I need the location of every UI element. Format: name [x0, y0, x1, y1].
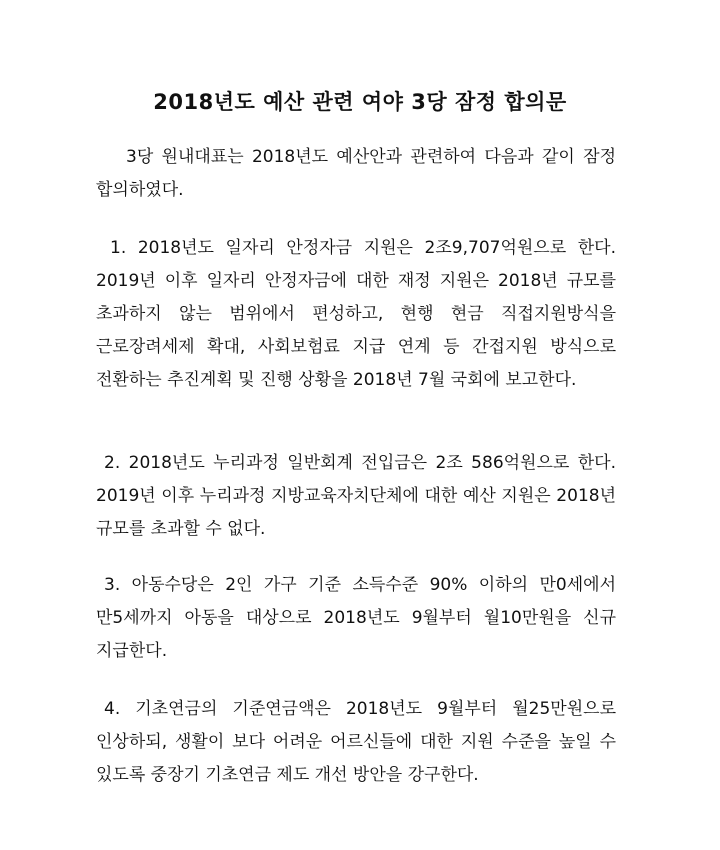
document-title: 2018년도 예산 관련 여야 3당 잠정 합의문 — [153, 90, 567, 114]
intro-paragraph: 3당 원내대표는 2018년도 예산안과 관련하여 다음과 같이 잠정 합의하였다. — [96, 147, 616, 200]
agreement-item-1: 1. 2018년도 일자리 안정자금 지원은 2조9,707억원으로 한다. 2019년 이후 일자리 안정자금에 대한 재정 지원은 2018년 규모를 초과하지 않는 범위에서 편성하고, 현행 현금 직접지원방식을 근로장려세제 확대, 사회보험료 지급 연계 등 간접지원 방식으로 전환하는 추진계획 및 진행 상황을 2018년 7월 국회에 보고한다. — [96, 238, 616, 390]
agreement-item-3: 3. 아동수당은 2인 가구 기준 소득수준 90% 이하의 만0세에서 만5세까지 아동을 대상으로 2018년도 9월부터 월10만원을 신규 지급한다. — [96, 575, 616, 661]
agreement-item-4: 4. 기초연금의 기준연금액은 2018년도 9월부터 월25만원으로 인상하되, 생활이 보다 어려운 어르신들에 대한 지원 수준을 높일 수 있도록 중장기 기초연금 제도 개선 방안을 강구한다. — [96, 699, 616, 785]
agreement-item-2: 2. 2018년도 누리과정 일반회계 전입금은 2조 586억원으로 한다. 2019년 이후 누리과정 지방교육자치단체에 대한 예산 지원은 2018년 규모를 초과할 수 없다. — [96, 453, 616, 539]
